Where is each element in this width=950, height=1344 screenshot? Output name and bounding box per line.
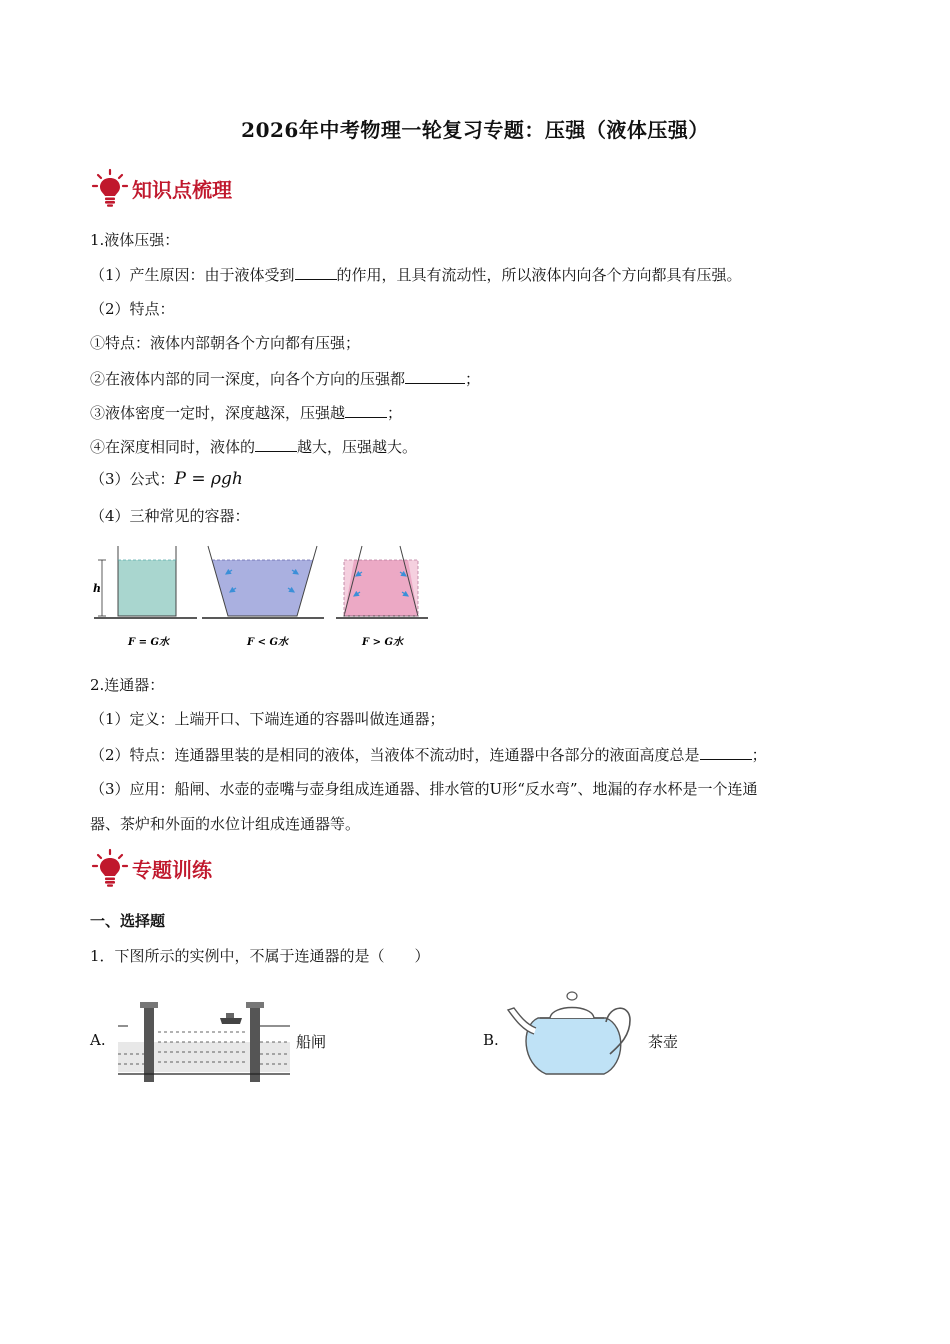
teapot-image bbox=[506, 974, 638, 1084]
caption-greater: F > G水 bbox=[362, 637, 403, 648]
question-1: 1．下图所示的实例中，不属于连通器的是（ ） bbox=[90, 947, 430, 965]
option-b-letter: B. bbox=[483, 1031, 499, 1049]
answer-blank bbox=[345, 402, 387, 418]
paragraph-features: （2）特点： bbox=[90, 300, 175, 318]
caption-equal: F = G水 bbox=[128, 637, 169, 648]
depth-label: h bbox=[93, 582, 101, 595]
paragraph-containers: （4）三种常见的容器： bbox=[90, 507, 250, 525]
feature-3: ③液体密度一定时，深度越深，压强越 ； bbox=[90, 404, 403, 422]
container-wide-top bbox=[202, 546, 324, 618]
paragraph-application-1: （3）应用：船闸、水壶的壶嘴与壶身组成连通器、排水管的U形“反水弯”、地漏的存水杯是一个连通 bbox=[90, 780, 758, 798]
paragraph-formula: （3）公式：P = ρgh bbox=[90, 469, 243, 489]
feature-1: ①特点：液体内部朝各个方向都有压强； bbox=[90, 334, 361, 352]
item-connected-vessels: 2.连通器： bbox=[90, 676, 165, 694]
part-heading: 一、选择题 bbox=[90, 912, 166, 930]
lightbulb-icon bbox=[90, 168, 130, 208]
container-narrow-top bbox=[336, 546, 428, 618]
section-heading-label: 知识点梳理 bbox=[132, 177, 232, 202]
pressure-formula: P = ρgh bbox=[174, 469, 243, 489]
section-heading-training bbox=[90, 848, 212, 888]
paragraph-definition: （1）定义：上端开口、下端连通的容器叫做连通器； bbox=[90, 710, 445, 728]
option-b-label: 茶壶 bbox=[648, 1033, 679, 1051]
answer-blank bbox=[255, 436, 297, 452]
paragraph-application-2: 器、茶炉和外面的水位计组成连通器等。 bbox=[90, 815, 361, 833]
option-a-letter: A. bbox=[90, 1031, 106, 1049]
lightbulb-icon bbox=[90, 848, 130, 888]
feature-2: ②在液体内部的同一深度，向各个方向的压强都 ； bbox=[90, 370, 481, 388]
three-containers-figure bbox=[92, 540, 432, 655]
paragraph-characteristic: （2）特点：连通器里装的是相同的液体，当液体不流动时，连通器中各部分的液面高度总是 ； bbox=[90, 746, 767, 764]
paragraph-cause: （1）产生原因：由于液体受到 的作用，且具有流动性，所以液体内向各个方向都具有压强。 bbox=[90, 266, 742, 284]
ship-lock-image bbox=[114, 996, 294, 1084]
option-a-label: 船闸 bbox=[296, 1033, 327, 1051]
answer-blank bbox=[405, 368, 465, 384]
container-straight bbox=[93, 546, 197, 618]
document-title: 2026年中考物理一轮复习专题：压强（液体压强） bbox=[241, 118, 709, 142]
section-heading-knowledge bbox=[90, 168, 232, 208]
feature-4: ④在深度相同时，液体的 越大，压强越大。 bbox=[90, 438, 418, 456]
answer-blank bbox=[295, 264, 337, 280]
item-liquid-pressure: 1.液体压强： bbox=[90, 231, 180, 249]
answer-blank bbox=[700, 744, 752, 760]
section-heading-label: 专题训练 bbox=[132, 857, 212, 882]
caption-less: F < G水 bbox=[247, 637, 288, 648]
